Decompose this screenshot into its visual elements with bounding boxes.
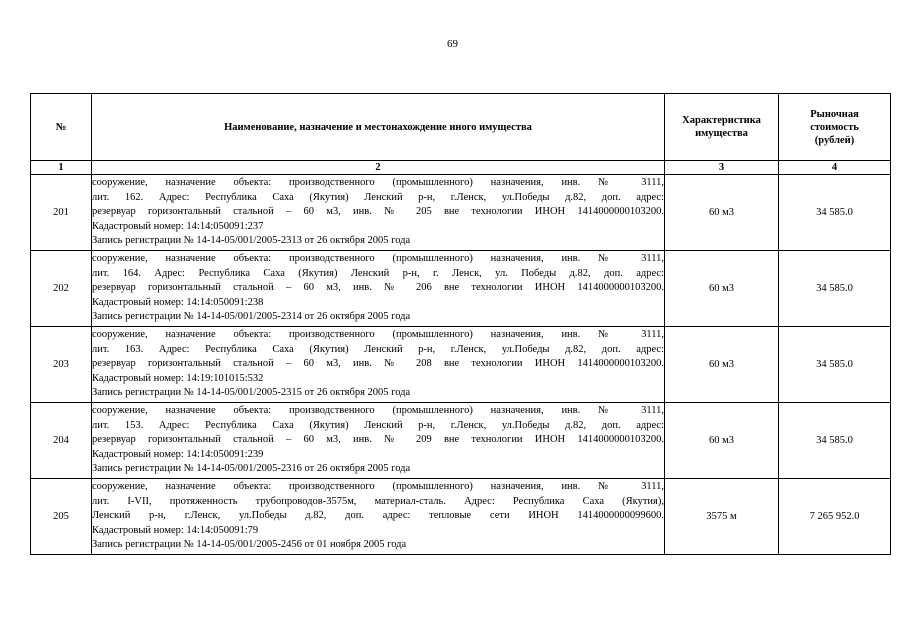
row-number: 202	[31, 251, 92, 327]
header-price-line: (рублей)	[814, 134, 855, 146]
row-price: 7 265 952.0	[779, 479, 891, 555]
description-line: лит. 163. Адрес: Республика Саха (Якутия) Ленский р-н, г.Ленск, ул.Победы д.82, доп. адрес:	[92, 343, 664, 355]
description-line: лит. 162. Адрес: Республика Саха (Якутия) Ленский р-н, г.Ленск, ул.Победы д.82, доп. адрес:	[92, 191, 664, 203]
description-line: Запись регистрации № 14-14-05/001/2005-2456 от 01 ноября 2005 года	[92, 539, 407, 551]
table-row	[31, 251, 891, 327]
table-row	[31, 403, 891, 479]
property-table	[30, 93, 891, 555]
row-description	[92, 327, 665, 403]
description-line: Кадастровый номер: 14:14:050091:239	[92, 448, 264, 460]
row-price: 34 585.0	[779, 251, 891, 327]
description-line: резервуар горизонтальный стальной – 60 м3, инв. № 206 вне технологии ИНОН 1414000000103200.	[92, 282, 664, 294]
row-description	[92, 175, 665, 251]
description-line: Кадастровый номер: 14:19:101015:532	[92, 372, 264, 384]
row-characteristic: 3575 м	[665, 479, 779, 555]
row-price: 34 585.0	[779, 403, 891, 479]
description-line: сооружение, назначение объекта: производственного (промышленного) назначения, инв. № 3111,	[92, 329, 664, 341]
description-line: Запись регистрации № 14-14-05/001/2005-2313 от 26 октября 2005 года	[92, 235, 411, 247]
row-characteristic: 60 м3	[665, 251, 779, 327]
description-line: Запись регистрации № 14-14-05/001/2005-2316 от 26 октября 2005 года	[92, 463, 411, 475]
page-number: 69	[447, 38, 458, 50]
description-line: сооружение, назначение объекта: производственного (промышленного) назначения, инв. № 3111,	[92, 177, 664, 189]
column-number: 2	[92, 161, 665, 175]
row-characteristic: 60 м3	[665, 175, 779, 251]
table-row	[31, 479, 891, 555]
description-line: лит. 164. Адрес: Республика Саха (Якутия) Ленский р-н, г. Ленск, ул. Победы д.82, доп. адрес:	[92, 267, 664, 279]
row-description	[92, 479, 665, 555]
row-number: 205	[31, 479, 92, 555]
description-line: резервуар горизонтальный стальной – 60 м3, инв. № 208 вне технологии ИНОН 1414000000103200.	[92, 358, 664, 370]
description-line: Кадастровый номер: 14:14:050091:237	[92, 220, 264, 232]
description-line: лит. 153. Адрес: Республика Саха (Якутия) Ленский р-н, г.Ленск, ул.Победы д.82, доп. адрес:	[92, 419, 664, 431]
header-price	[779, 94, 891, 161]
description-line: Запись регистрации № 14-14-05/001/2005-2314 от 26 октября 2005 года	[92, 311, 411, 323]
row-description	[92, 251, 665, 327]
row-price: 34 585.0	[779, 175, 891, 251]
description-line: Кадастровый номер: 14:14:050091:238	[92, 296, 264, 308]
header-characteristic	[665, 94, 779, 161]
column-number: 4	[779, 161, 891, 175]
description-line: Кадастровый номер: 14:14:050091:79	[92, 524, 259, 536]
description-line: резервуар горизонтальный стальной – 60 м3, инв. № 205 вне технологии ИНОН 1414000000103200.	[92, 206, 664, 218]
row-number: 204	[31, 403, 92, 479]
description-line: Запись регистрации № 14-14-05/001/2005-2315 от 26 октября 2005 года	[92, 387, 411, 399]
header-price-line: стоимость	[810, 121, 859, 133]
row-description	[92, 403, 665, 479]
row-number: 203	[31, 327, 92, 403]
description-line: сооружение, назначение объекта: производственного (промышленного) назначения, инв. № 3111,	[92, 481, 664, 493]
header-characteristic-line: Характеристика	[682, 115, 761, 126]
description-line: сооружение, назначение объекта: производственного (промышленного) назначения, инв. № 3111,	[92, 405, 664, 417]
column-number: 3	[665, 161, 779, 175]
row-price: 34 585.0	[779, 327, 891, 403]
header-num: №	[31, 94, 92, 161]
column-number-row	[31, 161, 891, 175]
header-characteristic-line: имущества	[695, 128, 748, 139]
description-line: Ленский р-н, г.Ленск, ул.Победы д.82, доп. адрес: тепловые сети ИНОН 1414000000099600.	[92, 510, 664, 522]
description-line: сооружение, назначение объекта: производственного (промышленного) назначения, инв. № 3111,	[92, 253, 664, 265]
row-number: 201	[31, 175, 92, 251]
description-line: резервуар горизонтальный стальной – 60 м3, инв. № 209 вне технологии ИНОН 1414000000103200.	[92, 434, 664, 446]
row-characteristic: 60 м3	[665, 327, 779, 403]
column-number: 1	[31, 161, 92, 175]
description-line: лит. I-VII, протяженность трубопроводов-3575м, материал-сталь. Адрес: Республика Саха (Якутия),	[92, 495, 664, 507]
header-row	[31, 94, 891, 161]
header-price-line: Рыночная	[810, 108, 859, 120]
header-name: Наименование, назначение и местонахождение иного имущества	[92, 94, 665, 161]
table-row	[31, 175, 891, 251]
table-row	[31, 327, 891, 403]
row-characteristic: 60 м3	[665, 403, 779, 479]
